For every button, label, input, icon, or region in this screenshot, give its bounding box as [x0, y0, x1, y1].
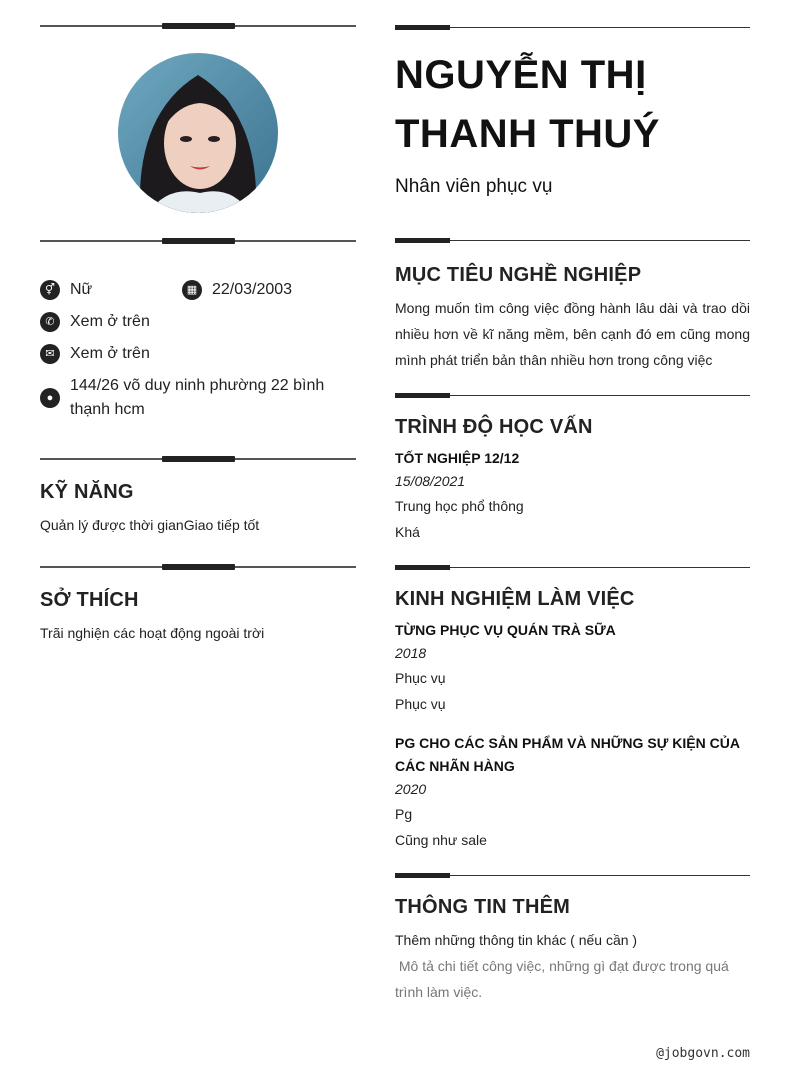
- right-divider-experience: [395, 567, 750, 568]
- calendar-icon: ▦: [182, 280, 202, 300]
- job-title: TỪNG PHỤC VỤ QUÁN TRÀ SỮA: [395, 622, 616, 638]
- phone-value: Xem ở trên: [70, 313, 150, 330]
- job-year: 2018: [395, 645, 427, 661]
- education-title: TRÌNH ĐỘ HỌC VẤN: [395, 416, 593, 438]
- location-pin-icon: ●: [40, 388, 60, 408]
- education-date: 15/08/2021: [395, 473, 466, 489]
- hobbies-title: SỞ THÍCH: [40, 589, 139, 611]
- objective-text: Mong muốn tìm công việc đồng hành lâu dài và trao dồi nhiều hơn về kĩ năng mềm, bên cạnh đó em cũng mong mình phát triển bản thân nhiều hơn trong công việc: [395, 300, 750, 368]
- experience-title: KINH NGHIỆM LÀM VIỆC: [395, 588, 635, 610]
- address-line2: thạnh hcm: [70, 401, 145, 418]
- email-value: Xem ở trên: [70, 345, 150, 362]
- address-line1: 144/26 võ duy ninh phường 22 bình: [70, 377, 325, 394]
- extra-line2: Mô tả chi tiết công việc, những gì đạt được trong quá trình làm việc.: [395, 958, 733, 1000]
- education-degree: TỐT NGHIỆP 12/12: [395, 450, 520, 466]
- birthdate-value: 22/03/2003: [212, 281, 293, 298]
- skills-title: KỸ NĂNG: [40, 481, 134, 503]
- phone-icon: ✆: [40, 312, 60, 332]
- job-year: 2020: [395, 781, 427, 797]
- extra-line1: Thêm những thông tin khác ( nếu cần ): [395, 932, 638, 948]
- job-detail: Phục vụ: [395, 670, 446, 686]
- hobbies-text: Trãi nghiện các hoạt động ngoài trời: [40, 625, 265, 641]
- name-line1: NGUYỄN THỊ: [395, 53, 647, 97]
- job-title: PG CHO CÁC SẢN PHẨM VÀ NHỮNG SỰ KIỆN CỦA: [395, 735, 740, 751]
- left-divider-top: [40, 25, 356, 27]
- right-divider-objective: [395, 240, 750, 241]
- right-divider-top: [395, 27, 750, 28]
- footer-watermark: @jobgovn.com: [656, 1046, 750, 1061]
- name-line2: THANH THUÝ: [395, 112, 660, 156]
- right-divider-education: [395, 395, 750, 396]
- right-divider-extra: [395, 875, 750, 876]
- education-school: Trung học phổ thông: [395, 498, 524, 514]
- job-detail: Cũng như sale: [395, 832, 487, 848]
- gender-value: Nữ: [70, 281, 93, 298]
- gender-icon: ⚥: [40, 280, 60, 300]
- role-title: Nhân viên phục vụ: [395, 176, 553, 197]
- avatar-photo: [118, 53, 278, 213]
- extra-title: THÔNG TIN THÊM: [395, 896, 571, 918]
- mail-icon: ✉: [40, 344, 60, 364]
- avatar: [118, 53, 278, 213]
- job-title-cont: CÁC NHÃN HÀNG: [395, 758, 515, 774]
- skills-text: Quản lý được thời gianGiao tiếp tốt: [40, 517, 260, 533]
- education-grade: Khá: [395, 524, 420, 540]
- left-divider-skills: [40, 458, 356, 460]
- left-divider-hobbies: [40, 566, 356, 568]
- job-detail: Pg: [395, 806, 413, 822]
- left-divider-contact: [40, 240, 356, 242]
- objective-title: MỤC TIÊU NGHỀ NGHIỆP: [395, 264, 642, 286]
- job-detail: Phục vụ: [395, 696, 446, 712]
